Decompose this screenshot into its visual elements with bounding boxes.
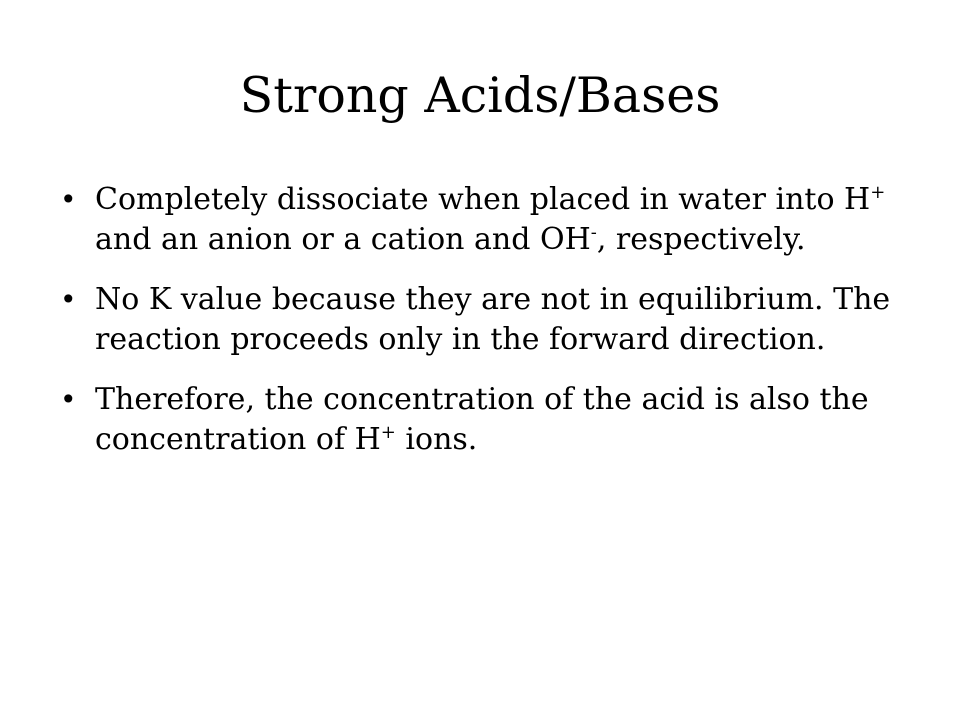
bullet-2-text: No K value because they are not in equilibrium. The reaction proceeds only in the forward direction. [95, 282, 891, 357]
bullet-item-2 [57, 280, 917, 360]
bullet-item-1 [57, 180, 917, 260]
bullet-1-superscript-plus: + [870, 182, 886, 204]
bullet-dot-icon: • [60, 183, 77, 216]
bullet-1-text-c: , respectively. [596, 222, 806, 257]
bullet-1-superscript-minus: - [590, 222, 597, 244]
bullet-3-superscript-plus: + [380, 422, 396, 444]
bullet-item-3 [57, 380, 917, 460]
bullet-1-text-b: and an anion or a cation and OH [95, 222, 591, 257]
bullet-1-text-a: Completely dissociate when placed in water into H [95, 182, 871, 217]
bullet-3-text-b: ions. [395, 422, 478, 457]
bullet-3-text-a: Therefore, the concentration of the acid is also the concentration of H [95, 382, 869, 457]
bullet-list [57, 180, 917, 480]
slide-title: Strong Acids/Bases [239, 67, 721, 124]
bullet-dot-icon: • [60, 383, 77, 416]
bullet-dot-icon: • [60, 283, 77, 316]
